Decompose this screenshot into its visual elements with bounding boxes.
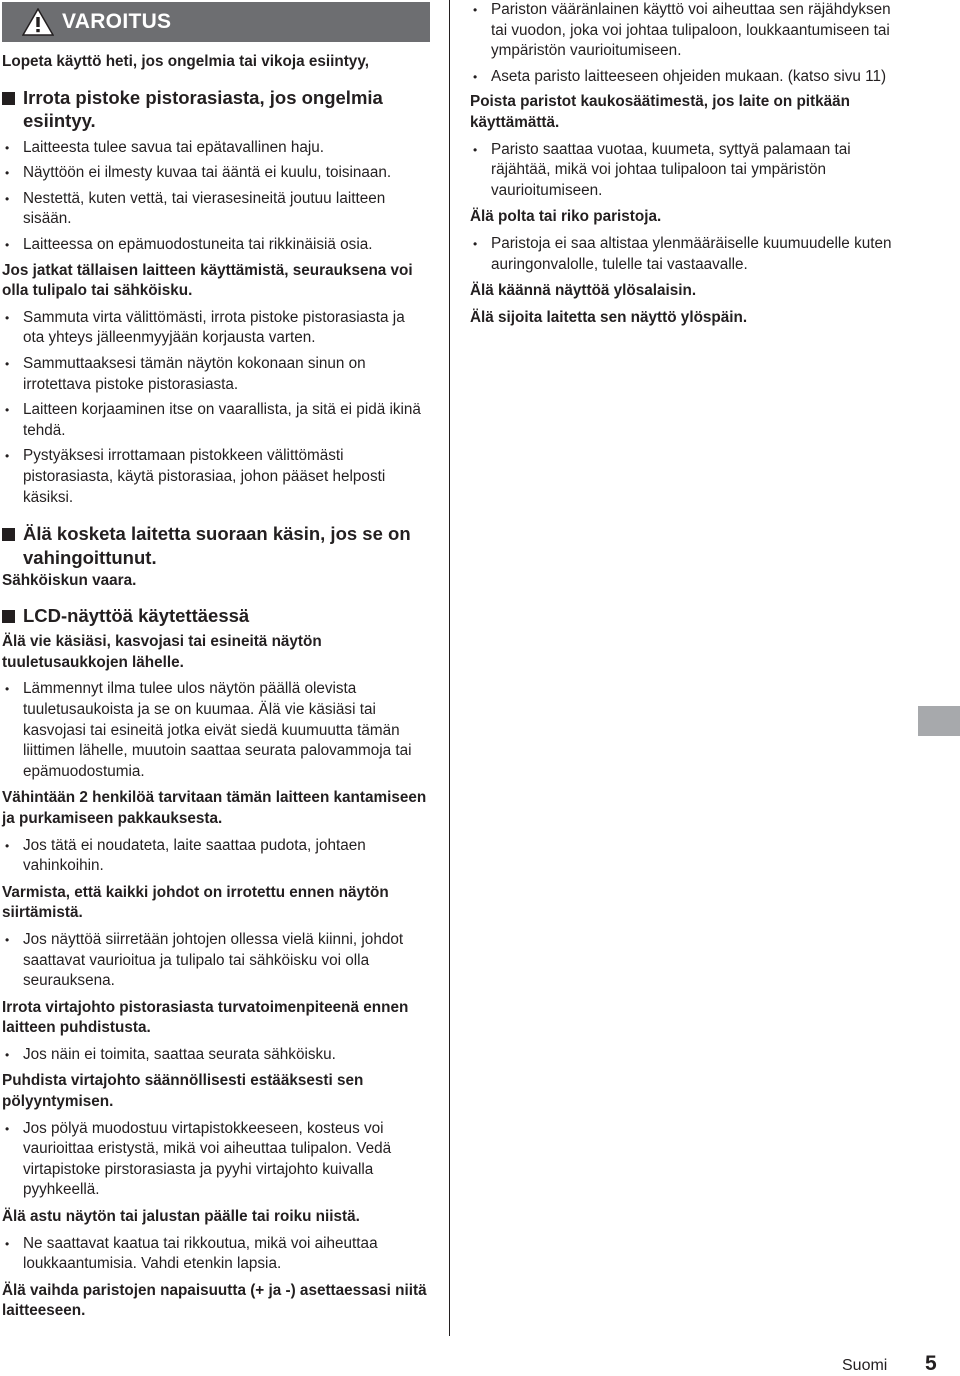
list-item: • Sammuta virta välittömästi, irrota pistoke pistorasiasta ja ota yhteys jälleenmyyjään korjausta varten.: [5, 308, 405, 347]
right-column: [470, 0, 900, 328]
section-tab-marker: [918, 706, 960, 736]
list-item: • Paristo saattaa vuotaa, kuumeta, syttyä palamaan tai räjähtää, mikä voi johtaa tulipaloon tai ympäristön vaurioitumiseen.: [473, 140, 851, 199]
list-item: • Nestettä, kuten vettä, tai vierasesineitä joutuu laitteen sisään.: [5, 189, 386, 228]
item-heading: Älä astu näytön tai jalustan päälle tai roiku niistä.: [2, 1208, 360, 1226]
item-heading: Varmista, että kaikki johdot on irrotettu ennen näytön siirtämistä.: [2, 883, 389, 922]
item-heading: Älä käännä näyttöä ylösalaisin.: [470, 282, 697, 300]
list-item: • Paristoja ei saa altistaa ylenmääräiselle kuumuudelle kuten auringonvalolle, tulelle tai vastaavalle.: [473, 234, 892, 273]
item-heading: Älä vie käsiäsi, kasvojasi tai esineitä näytön tuuletusaukkojen lähelle.: [2, 633, 322, 671]
bullet-list: [470, 0, 900, 87]
list-item: • Jos tätä ei noudateta, laite saattaa pudota, johtaen vahinkoihin.: [5, 836, 366, 875]
warning-header: [2, 2, 430, 42]
warning-title: VAROITUS: [62, 10, 172, 33]
item-heading: Vähintään 2 henkilöä tarvitaan tämän laitteen kantamiseen ja purkamiseen pakkauksesta.: [2, 789, 427, 827]
item-heading: Poista paristot kaukosäätimestä, jos laite on pitkään käyttämättä.: [470, 93, 850, 131]
list-item: • Aseta paristo laitteeseen ohjeiden mukaan. (katso sivu 11): [473, 67, 887, 85]
section-note: Sähköiskun vaara.: [2, 572, 137, 590]
square-bullet-icon: [2, 610, 15, 623]
list-item: • Laitteen korjaaminen itse on vaarallista, ja sitä ei pidä ikinä tehdä.: [5, 401, 421, 439]
warning-triangle-icon: [22, 8, 54, 36]
warning-note: Jos jatkat tällaisen laitteen käyttämistä, seurauksena voi olla tulipalo tai sähköisku.: [2, 261, 413, 300]
list-item: • Näyttöön ei ilmesty kuvaa tai ääntä ei kuulu, toisinaan.: [5, 164, 392, 182]
list-item: • Pystyäksesi irrottamaan pistokkeen välittömästi pistorasiasta, käytä pistorasiaa, johon pääset helposti käsiksi.: [5, 447, 386, 506]
bullet-list: [2, 138, 430, 256]
item-heading: Älä polta tai riko paristoja.: [470, 208, 662, 226]
list-item: • Laitteesta tulee savua tai epätavallinen haju.: [5, 138, 325, 156]
column-divider: [449, 0, 450, 1336]
left-column: [2, 2, 430, 1322]
bullet-list: [2, 308, 430, 508]
item-heading: Älä sijoita laitetta sen näyttö ylöspäin.: [470, 308, 748, 326]
list-item: • Sammuttaaksesi tämän näytön kokonaan sinun on irrotettava pistoke pistorasiasta.: [5, 354, 366, 393]
list-item: • Pariston vääränlainen käyttö voi aiheuttaa sen räjähdyksen tai vuodon, joka voi johtaa tulipaloon, loukkaantumiseen tai ympäristön vaurioitumiseen.: [473, 1, 891, 60]
list-item: • Jos näyttöä siirretään johtojen ollessa vielä kiinni, johdot saattavat vaurioitua ja tulipalo tai sähköisku voi olla seurauksena.: [5, 930, 404, 990]
list-item: • Laitteessa on epämuodostuneita tai rikkinäisiä osia.: [5, 235, 373, 253]
page-language: Suomi: [842, 1357, 888, 1374]
list-item: • Jos pölyä muodostuu virtapistokkeeseen, kosteus voi vaurioittaa eristystä, mikä voi aiheuttaa tulipalon. Vedä virtapistoke pirstorasiasta ja pyyhi virtajohto kuivalla pyyhkeellä.: [5, 1119, 392, 1199]
section-heading: LCD-näyttöä käytettäessä: [2, 604, 430, 628]
list-item: • Lämmennyt ilma tulee ulos näytön päällä olevista tuuletusaukoista ja se on kuumaa. Älä vie käsiäsi tai kasvojasi tai esineitä jotka eivät siedä kuumuutta tämän liittimen lähelle, muutoin saattaa seurata palovammoja tai epämuodostumia.: [5, 680, 412, 780]
item-heading: Irrota virtajohto pistorasiasta turvatoimenpiteenä ennen laitteen puhdistusta.: [2, 998, 409, 1037]
square-bullet-icon: [2, 528, 15, 541]
list-item: • Jos näin ei toimita, saattaa seurata sähköisku.: [5, 1045, 336, 1063]
item-heading: Älä vaihda paristojen napaisuutta (+ ja -) asettaessasi niitä laitteeseen.: [2, 1281, 427, 1320]
page-number: 5: [925, 1352, 937, 1375]
section-heading: Älä kosketa laitetta suoraan käsin, jos se on vahingoittunut.: [2, 522, 430, 569]
lcd-items: [2, 632, 430, 1322]
square-bullet-icon: [2, 92, 15, 105]
section-heading: Irrota pistoke pistorasiasta, jos ongelmia esiintyy.: [2, 86, 430, 133]
item-heading: Puhdista virtajohto säännöllisesti estääksesti sen pölyyntymisen.: [2, 1072, 364, 1111]
intro-text: Lopeta käyttö heti, jos ongelmia tai vikoja esiintyy,: [2, 53, 369, 70]
list-item: • Ne saattavat kaatua tai rikkoutua, mikä voi aiheuttaa loukkaantumisia. Vahdi etenkin lapsia.: [5, 1234, 378, 1273]
